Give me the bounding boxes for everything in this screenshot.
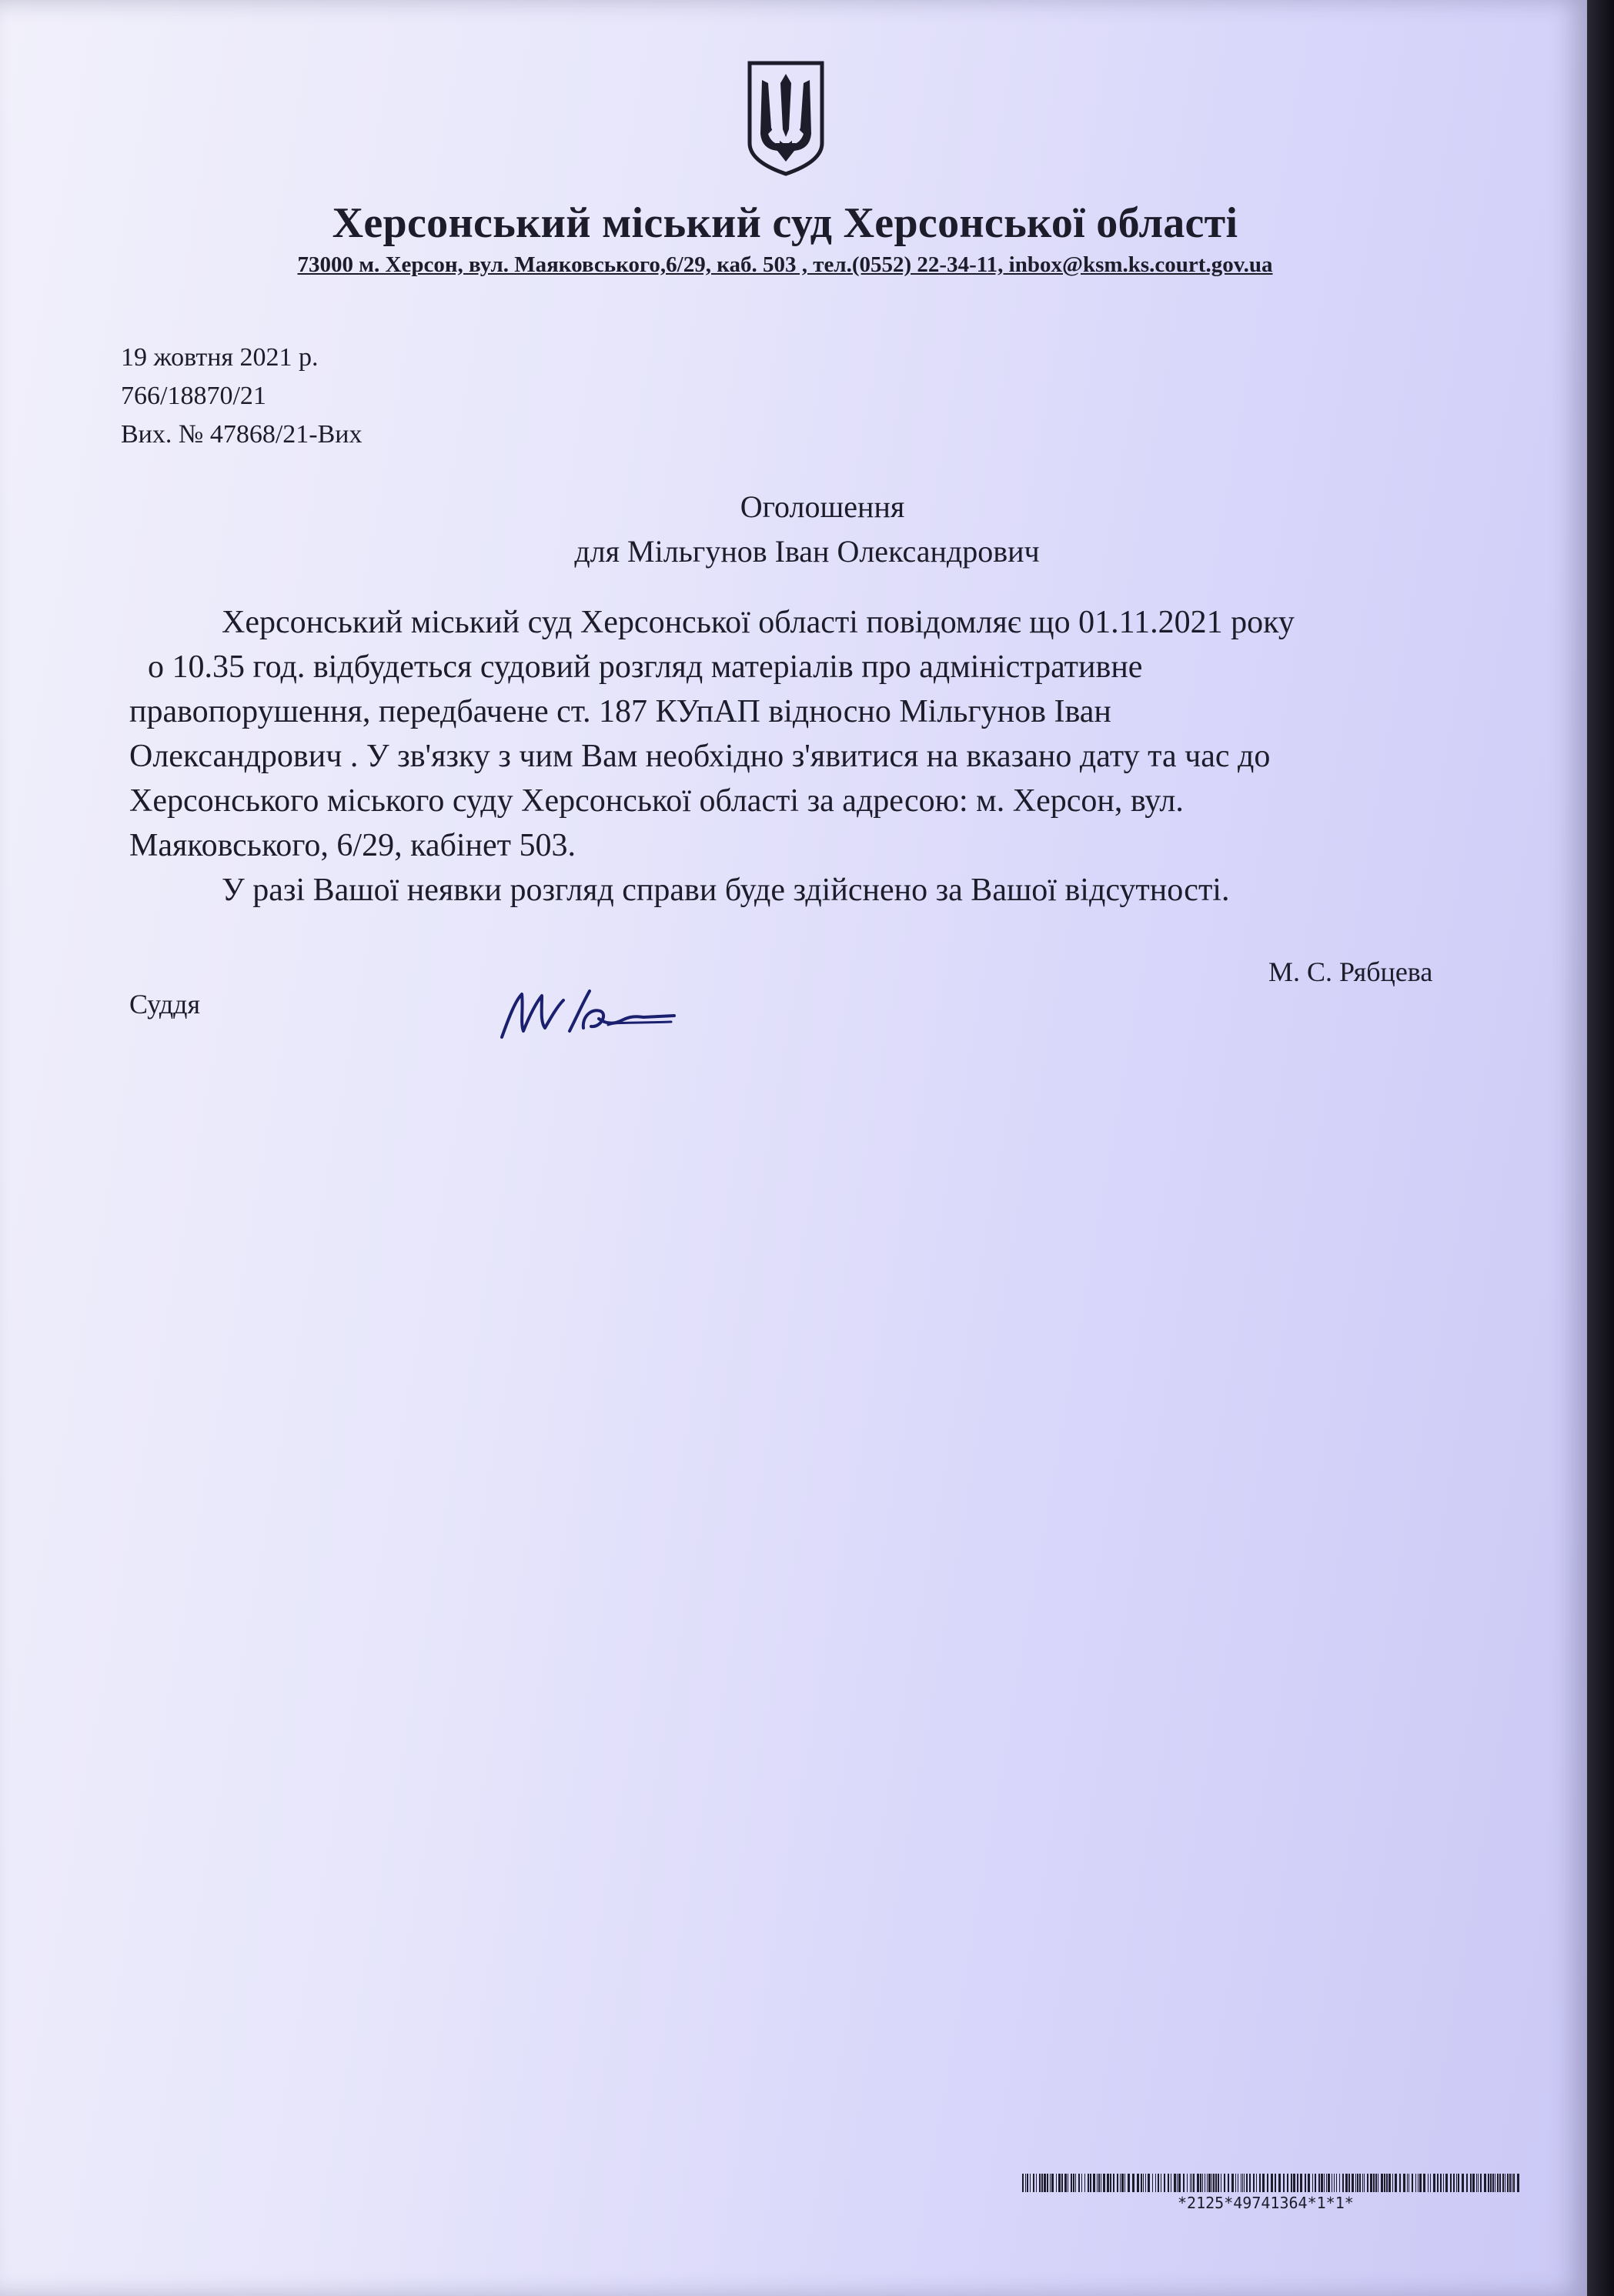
announcement-recipient: для Мільгунов Іван Олександрович <box>574 534 1040 569</box>
body-line: Херсонський міський суд Херсонської області повідомляє що 01.11.2021 року <box>222 605 1295 640</box>
barcode-number: *2125*49741364*1*1* <box>1178 2194 1354 2212</box>
body-line: о 10.35 год. відбудеться судовий розгляд матеріалів про адміністративне <box>148 649 1143 685</box>
court-address: 73000 м. Херсон, вул. Маяковського,6/29, каб. 503 , тел.(0552) 22-34-11, inbox@ksm.ks.court.gov.ua <box>297 252 1273 277</box>
document-meta <box>121 339 362 454</box>
ukraine-trident-emblem-icon <box>745 60 827 177</box>
announcement-heading: Оголошення <box>740 489 905 524</box>
case-number: 766/18870/21 <box>121 382 266 410</box>
body-line: Олександрович . У зв'язку з чим Вам необхідно з'явитися на вказано дату та час до <box>129 739 1271 774</box>
judge-role-label: Суддя <box>129 989 201 1020</box>
announcement-body <box>129 600 1484 913</box>
background-edge <box>1587 0 1614 2296</box>
outgoing-number: Вих. № 47868/21-Вих <box>121 420 363 449</box>
court-name: Херсонський міський суд Херсонської області <box>332 199 1238 247</box>
document-barcode <box>1022 2174 1522 2192</box>
body-line: Херсонського міського суду Херсонської області за адресою: м. Херсон, вул. <box>129 783 1184 819</box>
document-date: 19 жовтня 2021 р. <box>121 343 319 372</box>
body-line: правопорушення, передбачене ст. 187 КУпАП відносно Мільгунов Іван <box>129 694 1111 729</box>
judge-name: М. С. Рябцева <box>1268 956 1433 987</box>
body-line: У разі Вашої неявки розгляд справи буде здійснено за Вашої відсутності. <box>222 873 1230 908</box>
body-line: Маяковського, 6/29, кабінет 503. <box>129 828 576 863</box>
handwritten-signature <box>493 977 693 1046</box>
announcement-title <box>0 485 1614 574</box>
